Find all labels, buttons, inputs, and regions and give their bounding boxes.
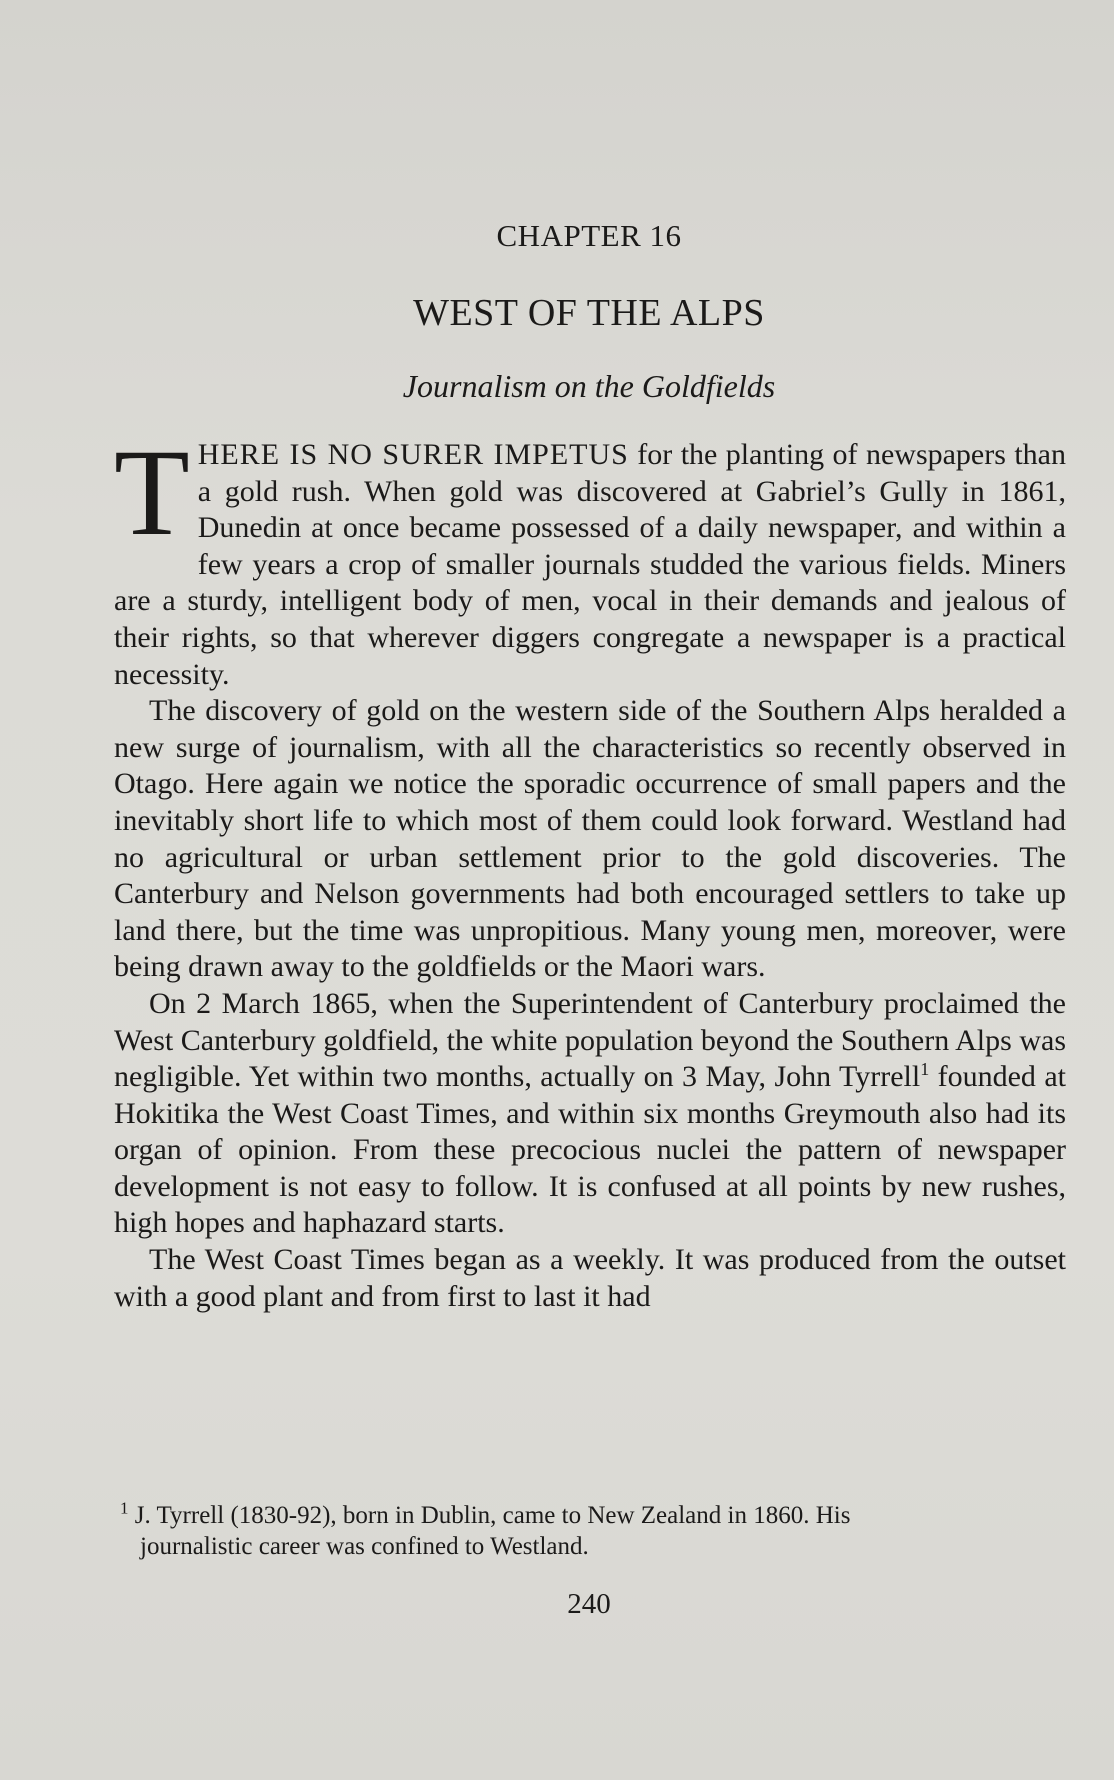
opening-small-caps: HERE IS NO SURER IMPETUS <box>197 438 629 471</box>
chapter-label: CHAPTER 16 <box>496 218 682 253</box>
chapter-title: WEST OF THE ALPS <box>413 292 765 334</box>
footnote-line-1 <box>120 1500 1070 1531</box>
footnote-reference: 1 <box>920 1059 930 1080</box>
paragraph-2 <box>114 693 1066 986</box>
body-text <box>114 424 1066 1315</box>
paragraph-1 <box>114 424 1066 693</box>
paragraph-4-text: The West Coast Times began as a weekly. It was produced from the outset with a good plant and from first to last it had <box>114 1243 1066 1313</box>
paragraph-3-text-before: On 2 March 1865, when the Superintendent of Canterbury proclaimed the West Canterbury goldfield, the white population beyond the Southern Alps was negligible. Yet within two months, actually on 3 May, John Tyrrell <box>114 986 1066 1094</box>
paragraph-3 <box>114 986 1066 1242</box>
footnote <box>120 1500 1070 1562</box>
page-number: 240 <box>567 1588 611 1620</box>
footnote-text: J. Tyrrell (1830-92), born in Dublin, came to New Zealand in 1860. His <box>128 1502 851 1529</box>
chapter-subtitle: Journalism on the Goldfields <box>402 368 776 404</box>
paragraph-2-text: The discovery of gold on the western side of the Southern Alps heralded a new surge of journalism, with all the characteristics so recently observed in Otago. Here again we notice the sporadic occurrence of small papers and the inevitably short life to which most of them could look forward. Westland had no agricultural or urban settlement prior to the gold discoveries. The Canterbury and Nelson governments had both encouraged settlers to take up land there, but the time was unpropitious. Many young men, moreover, were being drawn away to the goldfields or the Maori wars. <box>114 694 1066 984</box>
footnote-continuation: journalistic career was confined to Westland. <box>140 1533 589 1560</box>
paragraph-1-text: for the planting of newspapers than a gold rush. When gold was discovered at Gabriel’s Gully in 1861, Dunedin at once became possessed of a daily newspaper, and within a few years a crop of smaller journals studded the various fields. Miners are a sturdy, intelligent body of men, vocal in their demands and jealous of their rights, so that wherever diggers congregate a newspaper is a practical necessity. <box>114 438 1066 691</box>
drop-cap: T <box>114 424 190 561</box>
paragraph-4 <box>114 1242 1066 1315</box>
paragraph-3-text-after: founded at Hokitika the West Coast Times, and within six months Greymouth also had its organ of opinion. From these precocious nuclei the pattern of newspaper development is not easy to follow. It is confused at all points by new rushes, high hopes and haphazard starts. <box>114 1060 1066 1240</box>
footnote-marker: 1 <box>120 1498 129 1518</box>
